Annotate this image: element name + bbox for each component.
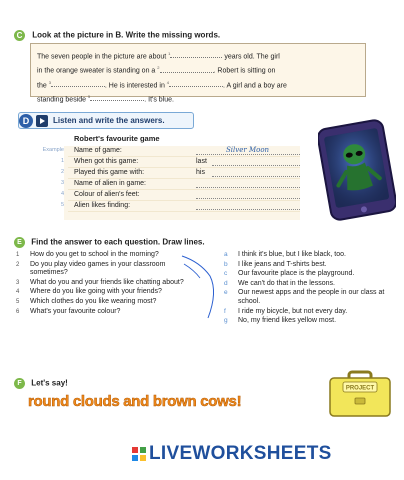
section-c-heading [14,30,220,41]
c-text: years old. The girl [224,53,280,61]
answer-input-2[interactable] [212,176,300,177]
section-e-heading [14,237,205,248]
questions-list [16,251,198,317]
section-f-heading [14,378,68,389]
section-d-heading [18,112,194,129]
row-tag: 5 [60,202,64,208]
matching-lines [180,252,228,332]
question-text: Which clothes do you like wearing most? [30,297,157,305]
project-briefcase-icon [327,368,393,420]
d-row-3 [60,179,300,190]
answer-text: I ride my bicycle, but not every day. [238,307,348,315]
answer-item[interactable] [224,261,396,270]
section-f-badge: F [14,378,25,389]
blank-5[interactable] [90,93,144,101]
blank-number: 4 [166,79,170,85]
answer-letter: g [224,317,228,325]
question-item[interactable] [16,279,198,288]
question-item[interactable] [16,288,198,297]
question-number: 3 [16,279,20,286]
tongue-twister-phrase: round clouds and brown cows! [28,393,242,410]
d-row-5 [60,201,300,212]
question-number: 4 [16,289,20,296]
answer-letter: a [224,251,228,258]
answer-item[interactable] [224,251,396,260]
section-d-badge: D [19,114,33,128]
question-item[interactable] [16,308,198,317]
answer-input-1[interactable] [212,165,300,166]
answer-letter: c [224,270,228,278]
answer-letter: b [224,260,228,268]
row-tag: Example [42,147,64,153]
c-text: . It's blue. [144,96,174,104]
c-text: the [37,81,47,89]
question-text: What's your favourite colour? [30,307,121,315]
row-tag: 1 [60,158,64,164]
blank-number: 2 [157,65,160,71]
answer-line [196,154,300,155]
blank-4[interactable] [166,79,223,87]
liveworksheets-logo-icon [132,447,146,461]
c-line-1 [37,48,359,62]
question-item[interactable] [16,298,198,307]
section-d-table [42,134,300,212]
row-tag: 2 [60,169,64,175]
row-question: When got this game: [74,158,139,165]
row-tag: 4 [60,191,64,197]
d-row-1 [60,157,300,168]
answer-input-5[interactable] [196,209,300,210]
row-question: Name of alien in game: [74,180,146,187]
section-e-badge: E [14,237,25,248]
blank-number: 1 [168,51,171,56]
liveworksheets-brand: LIVEWORKSHEETS [149,443,332,464]
blank-1[interactable] [170,50,222,58]
answer-item[interactable] [224,280,396,289]
c-line-3 [37,77,359,91]
section-f-instruction: Let's say! [31,378,68,388]
d-table-title: Robert's favourite game [74,134,160,143]
answer-letter: e [224,289,228,297]
answer-prefix: his [196,169,205,176]
blank-number: 3 [48,79,51,85]
answer-item[interactable] [224,308,396,317]
blank-number: 5 [88,93,91,99]
play-audio-icon[interactable] [36,115,48,127]
section-c-text-box [30,43,366,104]
game-device-alien-image [318,118,396,222]
question-item[interactable] [16,261,198,278]
example-answer: Silver Moon [226,146,270,154]
c-line-2 [37,62,359,76]
c-text: The seven people in the picture are about [37,53,167,61]
d-row-4 [60,190,300,201]
section-d-instruction: Listen and write the answers. [53,116,165,125]
answer-prefix: last [196,158,207,165]
row-question: Colour of alien's feet: [74,191,140,198]
section-c-badge: C [14,30,25,41]
answer-text: Our favourite place is the playground. [238,270,355,278]
blank-2[interactable] [160,65,214,73]
row-tag: 3 [60,180,64,186]
question-text: What do you and your friends like chatting about? [30,278,184,286]
question-item[interactable] [16,251,198,260]
blank-3[interactable] [48,79,105,87]
question-number: 5 [16,298,20,305]
question-number: 1 [16,252,20,258]
answer-input-3[interactable] [196,187,300,188]
question-number: 2 [16,261,20,268]
question-text: Do you play video games in your classroom sometimes? [30,260,166,277]
section-c-instruction: Look at the picture in B. Write the missing words. [32,30,221,40]
c-text: . Robert is sitting on [213,67,276,75]
answer-item[interactable] [224,317,396,326]
answer-letter: f [224,307,226,315]
c-text: . A girl and a boy are [223,81,287,89]
answer-item[interactable] [224,289,396,306]
question-text: Where do you like going with your friends? [30,288,162,296]
row-question: Alien likes finding: [74,202,131,209]
row-question: Name of game: [74,147,122,154]
row-question: Played this game with: [74,169,145,176]
answer-text: We can't do that in the lessons. [238,279,335,287]
answer-text: I think it's blue, but I like black, too. [238,251,346,258]
c-text: standing beside [37,96,87,104]
answer-text: No, my friend likes yellow most. [238,317,337,325]
answer-text: I like jeans and T-shirts best. [238,260,327,268]
c-text: in the orange sweater is standing on a [37,67,156,75]
answer-letter: d [224,279,228,287]
project-label: PROJECT [345,385,375,392]
question-text: How do you get to school in the morning? [30,251,159,258]
d-row-example [42,146,300,157]
answer-item[interactable] [224,270,396,279]
c-text: . He is interested in [104,81,165,89]
question-number: 6 [16,308,20,315]
answer-input-4[interactable] [196,198,300,199]
section-e-instruction: Find the answer to each question. Draw lines. [31,237,205,247]
answer-text: Our newest apps and the people in our class at school. [238,289,385,305]
answers-list [224,251,396,327]
d-row-2 [60,168,300,179]
c-line-4 [37,91,359,105]
